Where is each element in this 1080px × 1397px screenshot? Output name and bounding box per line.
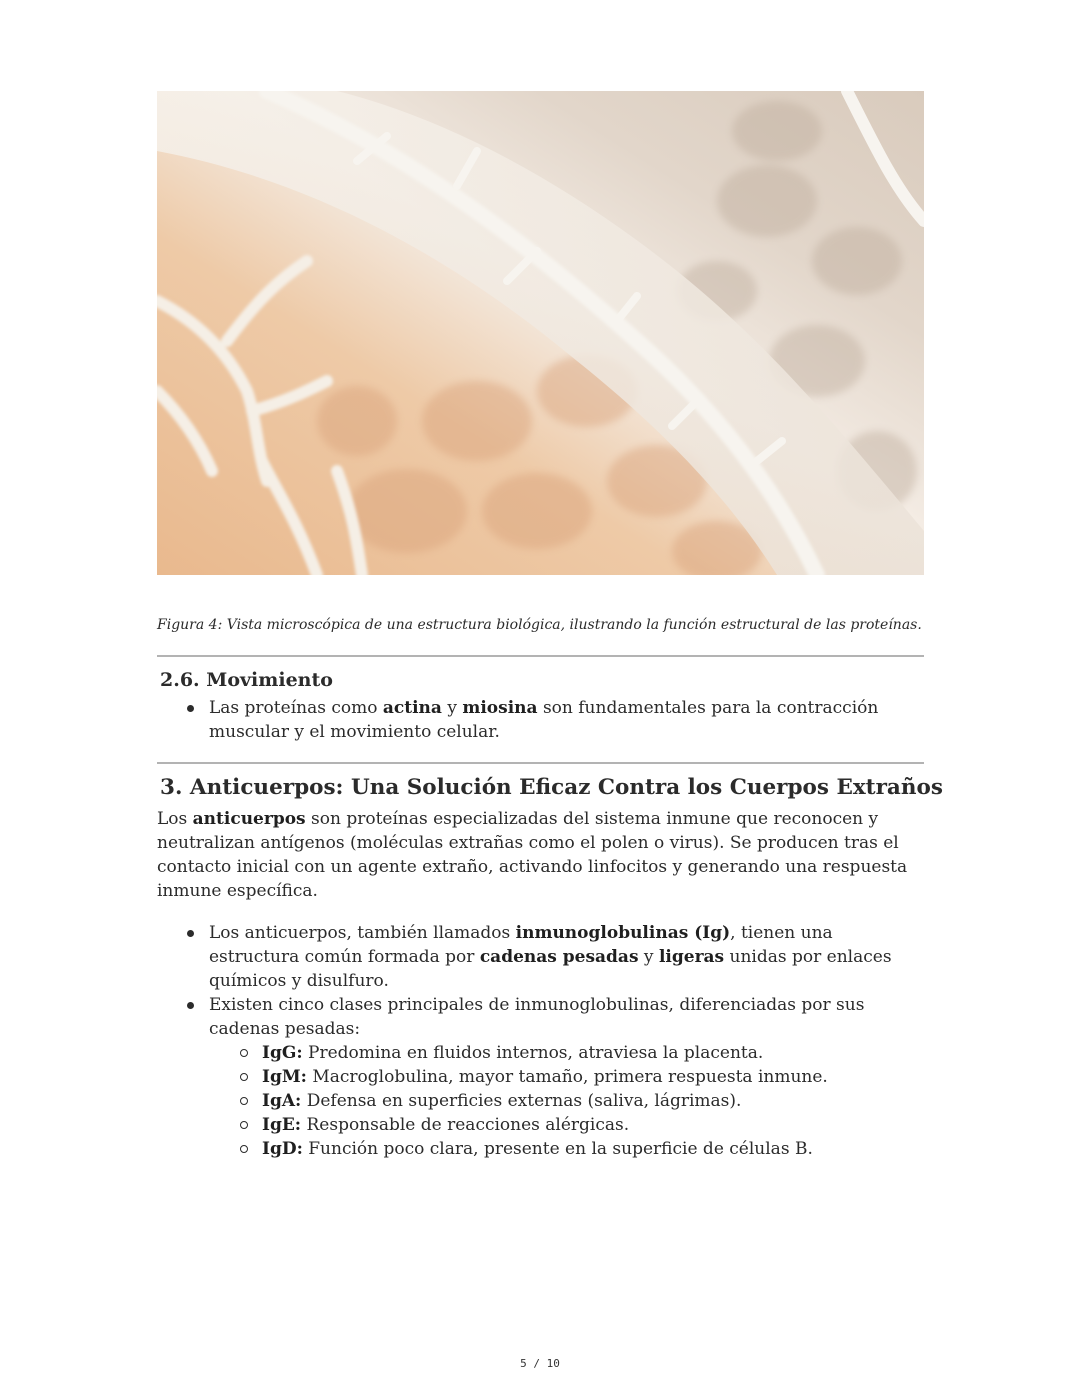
list-item-ige: IgE: Responsable de reacciones alérgicas. [262, 1113, 921, 1137]
list-item-iga: IgA: Defensa en superficies externas (saliva, lágrimas). [262, 1089, 921, 1113]
keyword-cadenas-pesadas: cadenas pesadas [479, 947, 639, 967]
immunoglobulin-classes-list [209, 1041, 921, 1161]
divider [157, 655, 924, 657]
figure-image [157, 91, 924, 575]
figure-caption: Figura 4: Vista microscópica de una estructura biológica, ilustrando la función estructural de las proteínas. [157, 617, 922, 633]
page-number: 5 / 10 [520, 1357, 560, 1370]
list-item: Existen cinco clases principales de inmunoglobulinas, diferenciadas por sus cadenas pesadas: IgG: Predomina en fluidos internos, atraviesa la placenta. IgM: Macroglobulina, mayor tamaño, primera respuesta inmune. IgA: Defensa en superficies externas (saliva, lágrimas). IgE: Responsable de reacciones alérgicas. IgD: Función poco clara, presente en la superficie de células B. [209, 993, 921, 1161]
section-heading-movimiento: 2.6. Movimiento [160, 669, 333, 691]
keyword-anticuerpos: anticuerpos [192, 809, 306, 829]
divider [157, 762, 924, 764]
micrograph-image [157, 91, 924, 575]
anticuerpos-list [209, 921, 921, 1161]
list-item-igm: IgM: Macroglobulina, mayor tamaño, primera respuesta inmune. [262, 1065, 921, 1089]
keyword-miosina: miosina [462, 698, 538, 718]
keyword-inmunoglobulinas: inmunoglobulinas (Ig) [515, 923, 731, 943]
keyword-ligeras: ligeras [658, 947, 725, 967]
keyword-actina: actina [382, 698, 442, 718]
list-item-igd: IgD: Función poco clara, presente en la superficie de células B. [262, 1137, 921, 1161]
list-item-igg: IgG: Predomina en fluidos internos, atraviesa la placenta. [262, 1041, 921, 1065]
movimiento-list [209, 696, 899, 744]
list-item: Los anticuerpos, también llamados inmunoglobulinas (Ig), tienen una estructura común formada por cadenas pesadas y ligeras unidas por enlaces químicos y disulfuro. [209, 921, 921, 993]
list-item: Las proteínas como actina y miosina son fundamentales para la contracción muscular y el movimiento celular. [209, 696, 899, 744]
section-heading-anticuerpos: 3. Anticuerpos: Una Solución Eficaz Contra los Cuerpos Extraños [160, 775, 943, 800]
anticuerpos-intro-paragraph: Los anticuerpos son proteínas especializadas del sistema inmune que reconocen y neutralizan antígenos (moléculas extrañas como el polen o virus). Se producen tras el contacto inicial con un agente extraño, activando linfocitos y generando una respuesta inmune específica. [157, 809, 908, 901]
